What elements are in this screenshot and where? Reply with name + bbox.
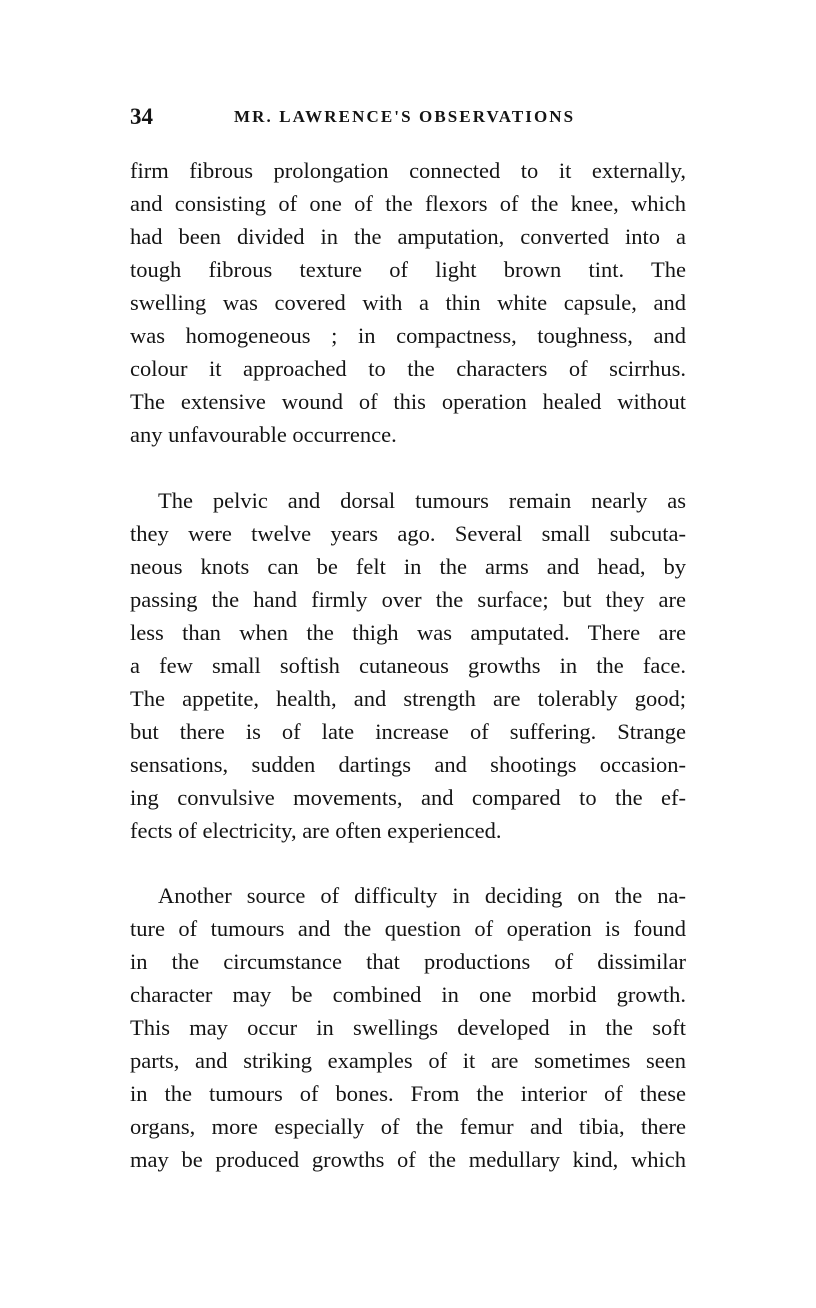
page-number: 34 (130, 104, 153, 129)
paragraph-continued (130, 154, 686, 451)
text-line: organs, more especially of the femur and tibia, there (130, 1114, 686, 1139)
text-line: Another source of difficulty in deciding on the na- (158, 883, 686, 908)
text-line: This may occur in swellings developed in the soft (130, 1015, 686, 1040)
text-line: sensations, sudden dartings and shootings occasion- (130, 752, 686, 777)
text-line: The appetite, health, and strength are tolerably good; (130, 686, 686, 711)
text-line: and consisting of one of the flexors of the knee, which (130, 191, 686, 216)
text-line: may be produced growths of the medullary kind, which (130, 1147, 686, 1172)
text-line: but there is of late increase of suffering. Strange (130, 719, 686, 744)
text-line: passing the hand firmly over the surface; but they are (130, 587, 686, 612)
text-line: in the circumstance that productions of dissimilar (130, 949, 686, 974)
running-title: MR. LAWRENCE'S OBSERVATIONS (234, 107, 576, 126)
text-line: firm fibrous prolongation connected to it externally, (130, 158, 686, 183)
text-line: neous knots can be felt in the arms and head, by (130, 554, 686, 579)
text-line: colour it approached to the characters of scirrhus. (130, 356, 686, 381)
text-line: swelling was covered with a thin white capsule, and (130, 290, 686, 315)
text-line: ture of tumours and the question of operation is found (130, 916, 686, 941)
page-header (130, 100, 686, 134)
text-line: any unfavourable occurrence. (130, 422, 397, 447)
text-line: tough fibrous texture of light brown tint. The (130, 257, 686, 282)
text-line: ing convulsive movements, and compared to the ef- (130, 785, 686, 810)
text-line: character may be combined in one morbid growth. (130, 982, 686, 1007)
text-line: parts, and striking examples of it are sometimes seen (130, 1048, 686, 1073)
text-line: was homogeneous ; in compactness, toughness, and (130, 323, 686, 348)
text-line: fects of electricity, are often experienced. (130, 818, 502, 843)
text-line: in the tumours of bones. From the interior of these (130, 1081, 686, 1106)
text-line: had been divided in the amputation, converted into a (130, 224, 686, 249)
text-line: The extensive wound of this operation healed without (130, 389, 686, 414)
paragraph-pelvic-tumours (130, 484, 686, 847)
text-line: The pelvic and dorsal tumours remain nearly as (158, 488, 686, 513)
paragraph-dissimilar-character (130, 879, 686, 1176)
text-line: they were twelve years ago. Several small subcuta- (130, 521, 686, 546)
text-line: a few small softish cutaneous growths in the face. (130, 653, 686, 678)
text-line: less than when the thigh was amputated. There are (130, 620, 686, 645)
